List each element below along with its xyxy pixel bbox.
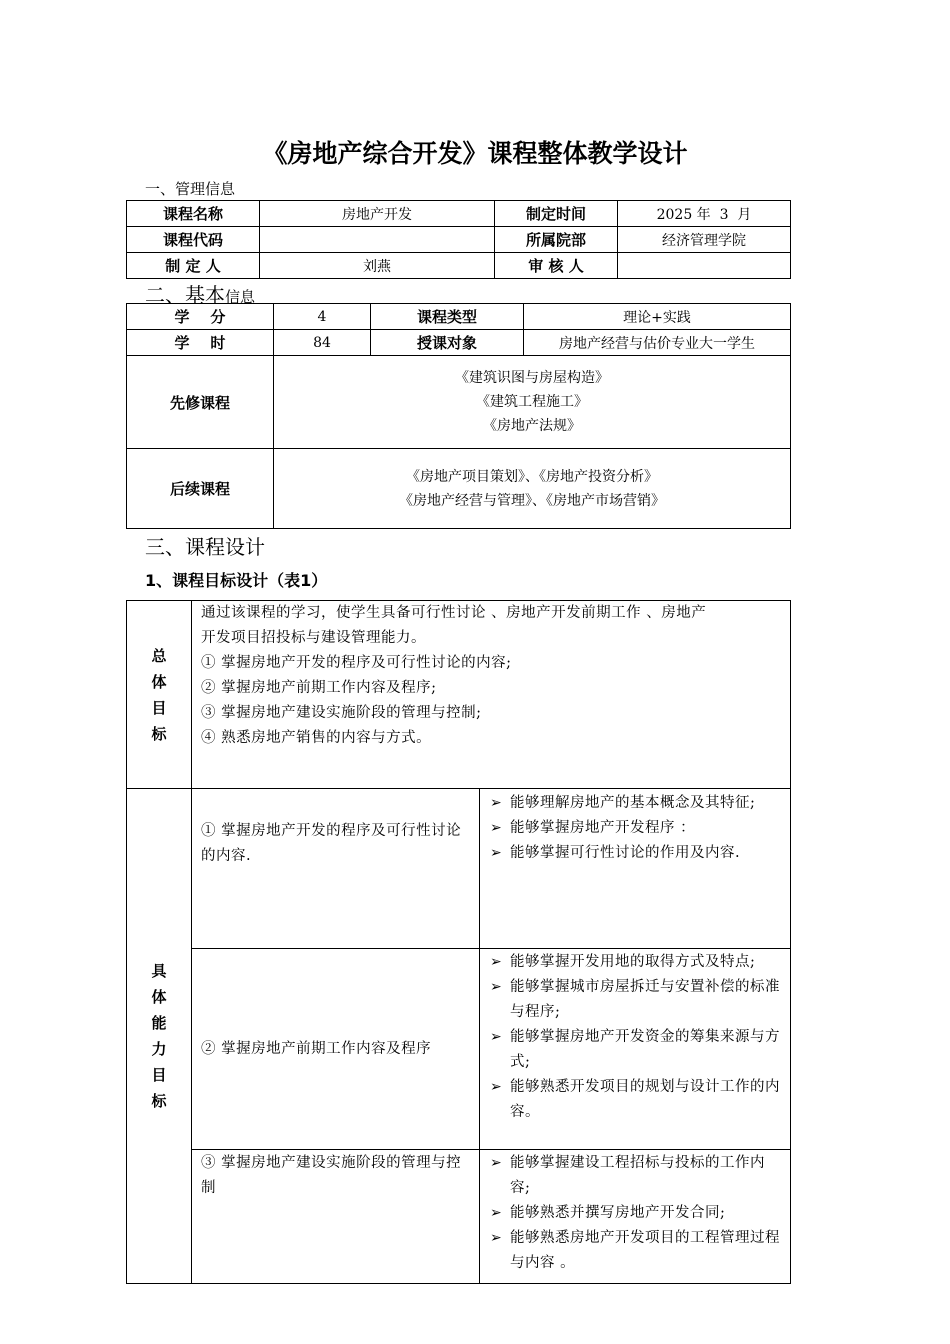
table-row — [127, 789, 791, 949]
ability-item: ➢ 能够理解房地产的基本概念及其特征; — [490, 791, 782, 816]
prereq-item: 《建筑工程施工》 — [476, 394, 588, 410]
table-row — [127, 253, 791, 279]
reviewer-label: 审 核 人 — [495, 253, 618, 279]
specific-goal-label-char: 能 — [151, 1014, 167, 1032]
ability-item: ➢ 能够掌握城市房屋拆迁与安置补偿的标准与程序; — [490, 975, 782, 1025]
college-label: 所属院部 — [495, 227, 618, 253]
subsection-heading-objectives: 1、课程目标设计（表1） — [145, 571, 328, 590]
overall-goal-line: 通过该课程的学习，使学生具备可行性讨论 、房地产开发前期工作 、房地产 — [201, 605, 707, 621]
basic-info-table — [126, 303, 791, 529]
prereq-item: 《房地产法规》 — [483, 418, 581, 434]
author-value: 刘燕 — [260, 253, 495, 279]
section-heading-management: 一、管理信息 — [145, 180, 236, 198]
date-value: 2025 年 3 月 — [618, 201, 791, 227]
section-heading-basic-suffix: 信息 — [225, 288, 256, 306]
table-row — [127, 201, 791, 227]
overall-goal-label-char: 总 — [151, 646, 167, 665]
hours-value: 84 — [274, 330, 371, 356]
specific-goal-3: ③ 掌握房地产建设实施阶段的管理与控制 — [192, 1150, 480, 1284]
specific-abilities-1 — [480, 789, 791, 949]
course-code-label: 课程代码 — [127, 227, 260, 253]
ability-item: ➢ 能够掌握建设工程招标与投标的工作内容; — [490, 1151, 782, 1201]
management-info-table — [126, 200, 791, 279]
specific-goal-label-char: 具 — [151, 962, 167, 980]
reviewer-value — [618, 253, 791, 279]
table-row — [127, 601, 791, 789]
specific-goal-2: ② 掌握房地产前期工作内容及程序 — [192, 949, 480, 1150]
course-name-value: 房地产开发 — [260, 201, 495, 227]
specific-goal-label-char: 目 — [151, 1066, 167, 1084]
specific-goal-label-char: 体 — [151, 988, 167, 1006]
college-value: 经济管理学院 — [618, 227, 791, 253]
overall-goal-label-char: 体 — [151, 672, 167, 691]
ability-item: ➢ 能够熟悉并撰写房地产开发合同; — [490, 1201, 782, 1226]
page-title: 《房地产综合开发》课程整体教学设计 — [262, 139, 688, 168]
followup-item: 《房地产项目策划》、《房地产投资分析》 — [406, 468, 658, 485]
specific-abilities-3 — [480, 1150, 791, 1284]
prereq-list — [274, 356, 791, 449]
credit-value: 4 — [274, 304, 371, 330]
ability-list — [480, 1151, 790, 1276]
ability-item: ➢ 能够掌握房地产开发资金的筹集来源与方式; — [490, 1025, 782, 1075]
ability-list — [480, 791, 790, 866]
course-type-label: 课程类型 — [371, 304, 524, 330]
table-row — [127, 227, 791, 253]
table-row — [127, 1150, 791, 1284]
table-row — [127, 949, 791, 1150]
credit-label: 学 分 — [127, 304, 274, 330]
audience-label: 授课对象 — [371, 330, 524, 356]
overall-goal-line: ④ 熟悉房地产销售的内容与方式。 — [201, 730, 432, 746]
table-row — [127, 330, 791, 356]
specific-goal-label-char: 力 — [151, 1040, 167, 1058]
prereq-item: 《建筑识图与房屋构造》 — [455, 370, 609, 386]
specific-goal-label — [127, 789, 192, 1284]
section-heading-basic-main: 二、基本 — [145, 283, 225, 307]
ability-item: ➢ 能够掌握开发用地的取得方式及特点; — [490, 950, 782, 975]
followup-item: 《房地产经营与管理》、《房地产市场营销》 — [399, 492, 665, 509]
overall-goal-line: ② 掌握房地产前期工作内容及程序; — [201, 680, 437, 696]
overall-goal-line: 开发项目招投标与建设管理能力。 — [201, 630, 426, 646]
course-objectives-table — [126, 600, 791, 1284]
course-type-value: 理论+实践 — [524, 304, 791, 330]
course-name-label: 课程名称 — [127, 201, 260, 227]
hours-label: 学 时 — [127, 330, 274, 356]
ability-list — [480, 950, 790, 1125]
overall-goal-line: ③ 掌握房地产建设实施阶段的管理与控制; — [201, 705, 482, 721]
ability-item: ➢ 能够熟悉开发项目的规划与设计工作的内容。 — [490, 1075, 782, 1125]
followup-list — [274, 449, 791, 529]
overall-goal-label — [127, 601, 192, 789]
overall-goal-label-char: 目 — [151, 698, 167, 717]
table-row — [127, 449, 791, 529]
overall-goal-line: ① 掌握房地产开发的程序及可行性讨论的内容; — [201, 655, 512, 671]
ability-item: ➢ 能够熟悉房地产开发项目的工程管理过程与内容 。 — [490, 1226, 782, 1276]
specific-abilities-2 — [480, 949, 791, 1150]
prereq-label: 先修课程 — [127, 356, 274, 449]
date-label: 制定时间 — [495, 201, 618, 227]
section-heading-design: 三、课程设计 — [145, 535, 265, 559]
ability-item: ➢ 能够掌握房地产开发程序 ： — [490, 816, 782, 841]
table-row — [127, 356, 791, 449]
overall-goal-text — [192, 601, 791, 789]
author-label: 制 定 人 — [127, 253, 260, 279]
ability-item: ➢ 能够掌握可行性讨论的作用及内容. — [490, 841, 782, 866]
table-row — [127, 304, 791, 330]
overall-goal-label-char: 标 — [151, 724, 167, 743]
followup-label: 后续课程 — [127, 449, 274, 529]
specific-goal-label-char: 标 — [151, 1092, 167, 1110]
specific-goal-1: ① 掌握房地产开发的程序及可行性讨论的内容. — [192, 789, 480, 949]
audience-value: 房地产经营与估价专业大一学生 — [524, 330, 791, 356]
course-code-value — [260, 227, 495, 253]
